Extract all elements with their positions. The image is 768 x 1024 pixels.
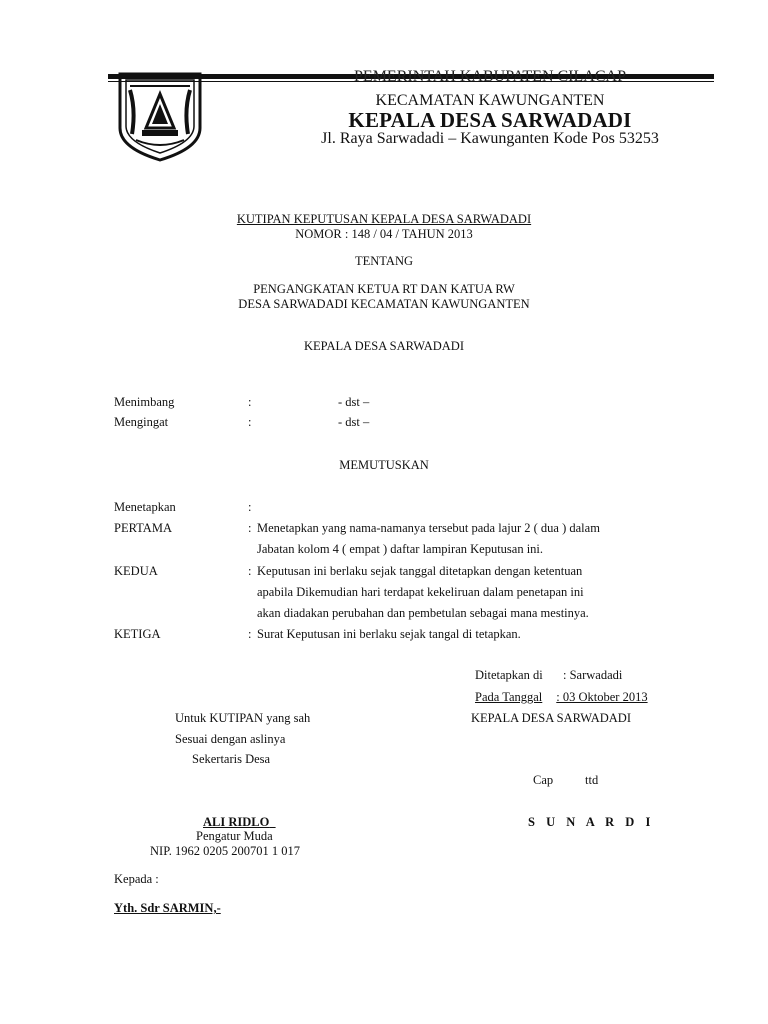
enacted-date-value: : 03 Oktober 2013 <box>556 690 648 704</box>
kedua-text-line-2: apabila Dikemudian hari terdapat kekeliruan dalam penetapan ini <box>257 585 584 599</box>
mengingat-label: Mengingat <box>114 415 169 429</box>
ketiga-label: KETIGA <box>114 627 161 641</box>
recipient-label: Kepada : <box>114 872 159 886</box>
mengingat-value: - dst – <box>338 415 370 429</box>
kedua-colon: : <box>248 564 252 578</box>
ketiga-colon: : <box>248 627 252 641</box>
secretary-rank: Pengatur Muda <box>196 829 273 843</box>
enacted-place-value: : Sarwadadi <box>563 668 623 682</box>
secretary-nip: NIP. 1962 0205 200701 1 017 <box>150 844 301 858</box>
pertama-text-line-2: Jabatan kolom 4 ( empat ) daftar lampiran Keputusan ini. <box>257 542 544 556</box>
document-title-text: KUTIPAN KEPUTUSAN KEPALA DESA SARWADADI <box>236 212 532 226</box>
letterhead-address: Jl. Raya Sarwadadi – Kawunganten Kode Pos 53253 <box>321 130 659 147</box>
secretary-name-text: ALI RIDLO <box>203 815 270 829</box>
letterhead-district: KECAMATAN KAWUNGANTEN <box>375 92 605 109</box>
menetapkan-label: Menetapkan <box>114 500 176 514</box>
document-title <box>0 212 768 227</box>
document-number: NOMOR : 148 / 04 / TAHUN 2013 <box>295 227 473 241</box>
secretary-title: Sekertaris Desa <box>192 752 271 766</box>
menimbang-colon: : <box>248 395 252 409</box>
kedua-text-line-3: akan diadakan perubahan dan pembetulan sebagai mana mestinya. <box>257 606 589 620</box>
tentang-heading: TENTANG <box>354 254 413 268</box>
signer-title: KEPALA DESA SARWADADI <box>471 711 631 725</box>
letterhead-office: KEPALA DESA SARWADADI <box>348 108 632 132</box>
letterhead-regency: PEMERINTAH KABUPATEN CILACAP <box>354 68 626 85</box>
pertama-label: PERTAMA <box>114 521 172 535</box>
secretary-name <box>203 815 276 830</box>
memutuskan-heading: MEMUTUSKAN <box>339 458 429 472</box>
village-emblem-logo <box>112 70 208 162</box>
menetapkan-colon: : <box>248 500 252 514</box>
pertama-colon: : <box>248 521 252 535</box>
menimbang-label: Menimbang <box>114 395 175 409</box>
enacted-place-label: Ditetapkan di <box>475 668 543 682</box>
kedua-text-line-1: Keputusan ini berlaku sejak tanggal ditetapkan dengan ketentuan <box>257 564 583 578</box>
enacted-date <box>475 690 648 705</box>
ketiga-text-line-1: Surat Keputusan ini berlaku sejak tangal di tetapkan. <box>257 627 521 641</box>
kedua-label: KEDUA <box>114 564 158 578</box>
subject-line-2: DESA SARWADADI KECAMATAN KAWUNGANTEN <box>238 297 530 311</box>
enacted-date-label: Pada Tanggal <box>475 690 543 704</box>
signed-note: ttd <box>585 773 599 787</box>
mengingat-colon: : <box>248 415 252 429</box>
pertama-text-line-1: Menetapkan yang nama-namanya tersebut pada lajur 2 ( dua ) dalam <box>257 521 600 535</box>
copy-validation-line-1: Untuk KUTIPAN yang sah <box>175 711 311 725</box>
subject-line-1: PENGANGKATAN KETUA RT DAN KATUA RW <box>253 282 515 296</box>
village-head-name: S U N A R D I <box>528 815 655 829</box>
stamp-note: Cap <box>533 773 554 787</box>
copy-validation-line-2: Sesuai dengan aslinya <box>175 732 286 746</box>
issuer-heading: KEPALA DESA SARWADADI <box>304 339 464 353</box>
recipient-name: Yth. Sdr SARMIN,- <box>114 901 221 915</box>
menimbang-value: - dst – <box>338 395 370 409</box>
